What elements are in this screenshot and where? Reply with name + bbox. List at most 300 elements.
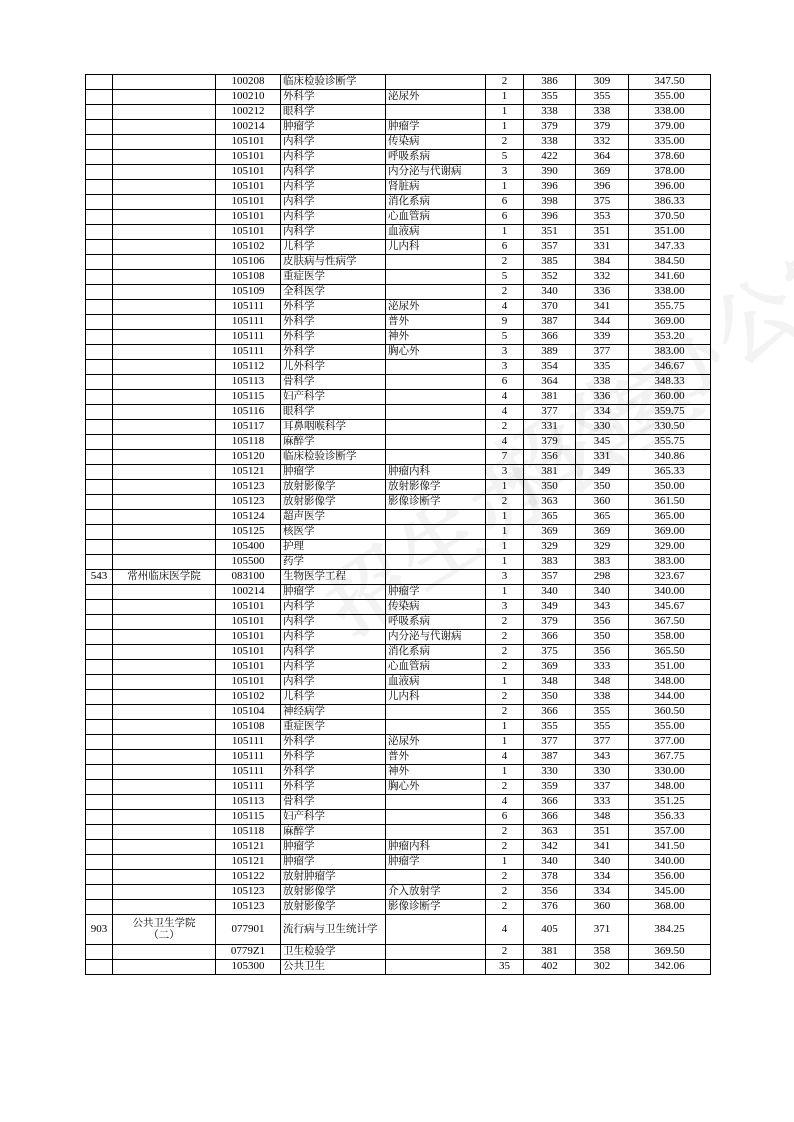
cell-college-code bbox=[86, 900, 113, 915]
cell-direction: 肿瘤内科 bbox=[386, 840, 486, 855]
cell-major-name: 内科学 bbox=[281, 630, 386, 645]
cell-college-code bbox=[86, 180, 113, 195]
cell-direction: 介入放射学 bbox=[386, 885, 486, 900]
cell-lowest-score: 331 bbox=[576, 450, 629, 465]
cell-college-name bbox=[113, 960, 216, 975]
cell-highest-score: 405 bbox=[524, 915, 576, 945]
cell-lowest-score: 345 bbox=[576, 435, 629, 450]
cell-college-name bbox=[113, 420, 216, 435]
cell-major-name: 肿瘤学 bbox=[281, 585, 386, 600]
cell-average-score: 360.50 bbox=[629, 705, 711, 720]
cell-direction bbox=[386, 450, 486, 465]
cell-major-name: 内科学 bbox=[281, 195, 386, 210]
cell-count: 2 bbox=[486, 615, 524, 630]
cell-college-name bbox=[113, 765, 216, 780]
cell-lowest-score: 348 bbox=[576, 675, 629, 690]
cell-major-name: 放射影像学 bbox=[281, 885, 386, 900]
cell-average-score: 370.50 bbox=[629, 210, 711, 225]
cell-lowest-score: 355 bbox=[576, 90, 629, 105]
cell-major-name: 肿瘤学 bbox=[281, 840, 386, 855]
cell-major-name: 外科学 bbox=[281, 330, 386, 345]
cell-average-score: 345.67 bbox=[629, 600, 711, 615]
cell-major-code: 105106 bbox=[216, 255, 281, 270]
table-row bbox=[86, 555, 711, 570]
table-row bbox=[86, 105, 711, 120]
cell-direction: 血液病 bbox=[386, 225, 486, 240]
cell-college-name bbox=[113, 840, 216, 855]
table-row bbox=[86, 900, 711, 915]
cell-lowest-score: 384 bbox=[576, 255, 629, 270]
cell-lowest-score: 339 bbox=[576, 330, 629, 345]
cell-average-score: 335.00 bbox=[629, 135, 711, 150]
cell-average-score: 359.75 bbox=[629, 405, 711, 420]
cell-college-code bbox=[86, 495, 113, 510]
cell-major-name: 重症医学 bbox=[281, 270, 386, 285]
cell-major-code: 077901 bbox=[216, 915, 281, 945]
table-row bbox=[86, 705, 711, 720]
table-row bbox=[86, 810, 711, 825]
cell-lowest-score: 348 bbox=[576, 810, 629, 825]
cell-college-name bbox=[113, 510, 216, 525]
cell-college-code bbox=[86, 555, 113, 570]
cell-direction: 肿瘤学 bbox=[386, 120, 486, 135]
cell-direction bbox=[386, 390, 486, 405]
cell-college-name bbox=[113, 180, 216, 195]
table-row bbox=[86, 855, 711, 870]
cell-major-code: 0779Z1 bbox=[216, 945, 281, 960]
cell-major-code: 105102 bbox=[216, 240, 281, 255]
cell-direction: 泌尿外 bbox=[386, 300, 486, 315]
cell-college-name bbox=[113, 630, 216, 645]
cell-highest-score: 349 bbox=[524, 600, 576, 615]
cell-lowest-score: 350 bbox=[576, 480, 629, 495]
cell-lowest-score: 331 bbox=[576, 240, 629, 255]
cell-major-code: 105108 bbox=[216, 720, 281, 735]
cell-major-name: 卫生检验学 bbox=[281, 945, 386, 960]
table-row bbox=[86, 480, 711, 495]
cell-college-name bbox=[113, 525, 216, 540]
cell-college-name bbox=[113, 480, 216, 495]
cell-college-code bbox=[86, 270, 113, 285]
cell-lowest-score: 355 bbox=[576, 720, 629, 735]
cell-average-score: 383.00 bbox=[629, 555, 711, 570]
cell-count: 2 bbox=[486, 780, 524, 795]
cell-college-code bbox=[86, 165, 113, 180]
cell-college-name bbox=[113, 435, 216, 450]
table-row bbox=[86, 420, 711, 435]
cell-direction: 呼吸系病 bbox=[386, 150, 486, 165]
cell-highest-score: 387 bbox=[524, 750, 576, 765]
cell-average-score: 369.50 bbox=[629, 945, 711, 960]
cell-college-name bbox=[113, 120, 216, 135]
cell-average-score: 369.00 bbox=[629, 525, 711, 540]
cell-count: 35 bbox=[486, 960, 524, 975]
cell-direction: 泌尿外 bbox=[386, 90, 486, 105]
cell-count: 6 bbox=[486, 375, 524, 390]
cell-direction: 消化系病 bbox=[386, 195, 486, 210]
cell-count: 1 bbox=[486, 225, 524, 240]
cell-average-score: 353.20 bbox=[629, 330, 711, 345]
cell-college-code bbox=[86, 885, 113, 900]
table-row bbox=[86, 285, 711, 300]
cell-count: 4 bbox=[486, 795, 524, 810]
cell-college-name bbox=[113, 585, 216, 600]
cell-highest-score: 351 bbox=[524, 225, 576, 240]
cell-major-code: 105118 bbox=[216, 825, 281, 840]
cell-average-score: 384.50 bbox=[629, 255, 711, 270]
cell-direction bbox=[386, 75, 486, 90]
cell-average-score: 379.00 bbox=[629, 120, 711, 135]
cell-college-code bbox=[86, 705, 113, 720]
cell-lowest-score: 330 bbox=[576, 765, 629, 780]
cell-count: 1 bbox=[486, 765, 524, 780]
cell-lowest-score: 338 bbox=[576, 375, 629, 390]
cell-college-name bbox=[113, 90, 216, 105]
cell-major-code: 105123 bbox=[216, 495, 281, 510]
cell-count: 5 bbox=[486, 150, 524, 165]
cell-college-name bbox=[113, 810, 216, 825]
table-row bbox=[86, 630, 711, 645]
cell-average-score: 355.00 bbox=[629, 90, 711, 105]
cell-college-name bbox=[113, 285, 216, 300]
cell-direction bbox=[386, 570, 486, 585]
cell-average-score: 341.50 bbox=[629, 840, 711, 855]
cell-lowest-score: 365 bbox=[576, 510, 629, 525]
cell-major-name: 内科学 bbox=[281, 135, 386, 150]
cell-lowest-score: 330 bbox=[576, 420, 629, 435]
cell-count: 6 bbox=[486, 210, 524, 225]
table-row bbox=[86, 540, 711, 555]
cell-major-code: 105112 bbox=[216, 360, 281, 375]
table-row bbox=[86, 870, 711, 885]
cell-count: 2 bbox=[486, 135, 524, 150]
cell-highest-score: 366 bbox=[524, 630, 576, 645]
cell-direction: 呼吸系病 bbox=[386, 615, 486, 630]
cell-highest-score: 364 bbox=[524, 375, 576, 390]
cell-major-name: 内科学 bbox=[281, 645, 386, 660]
cell-lowest-score: 375 bbox=[576, 195, 629, 210]
cell-highest-score: 387 bbox=[524, 315, 576, 330]
cell-college-name: 常州临床医学院 bbox=[113, 570, 216, 585]
table-row bbox=[86, 570, 711, 585]
cell-major-code: 105111 bbox=[216, 780, 281, 795]
cell-highest-score: 369 bbox=[524, 660, 576, 675]
cell-college-name bbox=[113, 900, 216, 915]
table-row bbox=[86, 915, 711, 945]
cell-lowest-score: 340 bbox=[576, 585, 629, 600]
table-row bbox=[86, 960, 711, 975]
cell-major-name: 内科学 bbox=[281, 225, 386, 240]
cell-average-score: 367.50 bbox=[629, 615, 711, 630]
table-row bbox=[86, 150, 711, 165]
cell-direction bbox=[386, 360, 486, 375]
cell-major-code: 105118 bbox=[216, 435, 281, 450]
cell-college-name bbox=[113, 915, 216, 945]
cell-lowest-score: 360 bbox=[576, 900, 629, 915]
cell-average-score: 369.00 bbox=[629, 315, 711, 330]
college-name-line-2: （二） bbox=[148, 928, 180, 941]
cell-college-code bbox=[86, 315, 113, 330]
cell-lowest-score: 333 bbox=[576, 795, 629, 810]
college-name-line-1: 公共卫生学院 bbox=[132, 916, 196, 929]
cell-average-score: 330.50 bbox=[629, 420, 711, 435]
table-row bbox=[86, 795, 711, 810]
cell-college-name bbox=[113, 300, 216, 315]
cell-direction bbox=[386, 105, 486, 120]
cell-major-code: 105101 bbox=[216, 630, 281, 645]
cell-direction bbox=[386, 435, 486, 450]
cell-average-score: 342.06 bbox=[629, 960, 711, 975]
cell-college-name bbox=[113, 855, 216, 870]
cell-college-name bbox=[113, 660, 216, 675]
cell-major-name: 儿外科学 bbox=[281, 360, 386, 375]
table-row bbox=[86, 390, 711, 405]
cell-college-code bbox=[86, 720, 113, 735]
cell-major-name: 药学 bbox=[281, 555, 386, 570]
cell-college-code bbox=[86, 450, 113, 465]
cell-college-code bbox=[86, 285, 113, 300]
cell-highest-score: 330 bbox=[524, 765, 576, 780]
cell-lowest-score: 371 bbox=[576, 915, 629, 945]
cell-college-name bbox=[113, 690, 216, 705]
cell-average-score: 340.86 bbox=[629, 450, 711, 465]
cell-count: 1 bbox=[486, 120, 524, 135]
cell-average-score: 348.00 bbox=[629, 780, 711, 795]
cell-major-name: 儿科学 bbox=[281, 240, 386, 255]
cell-direction: 普外 bbox=[386, 750, 486, 765]
table-row bbox=[86, 645, 711, 660]
cell-major-code: 105109 bbox=[216, 285, 281, 300]
table-row bbox=[86, 165, 711, 180]
cell-highest-score: 379 bbox=[524, 120, 576, 135]
cell-major-code: 100210 bbox=[216, 90, 281, 105]
cell-college-code bbox=[86, 780, 113, 795]
cell-average-score: 341.60 bbox=[629, 270, 711, 285]
cell-lowest-score: 341 bbox=[576, 840, 629, 855]
cell-lowest-score: 344 bbox=[576, 315, 629, 330]
cell-highest-score: 356 bbox=[524, 450, 576, 465]
cell-highest-score: 376 bbox=[524, 900, 576, 915]
cell-highest-score: 369 bbox=[524, 525, 576, 540]
cell-highest-score: 338 bbox=[524, 135, 576, 150]
cell-count: 4 bbox=[486, 750, 524, 765]
cell-direction: 儿内科 bbox=[386, 690, 486, 705]
cell-lowest-score: 329 bbox=[576, 540, 629, 555]
cell-college-code bbox=[86, 735, 113, 750]
cell-major-name: 重症医学 bbox=[281, 720, 386, 735]
cell-major-code: 105111 bbox=[216, 330, 281, 345]
cell-direction bbox=[386, 810, 486, 825]
cell-highest-score: 366 bbox=[524, 810, 576, 825]
cell-direction: 影像诊断学 bbox=[386, 495, 486, 510]
cell-major-code: 105116 bbox=[216, 405, 281, 420]
admission-statistics-table bbox=[85, 74, 711, 975]
cell-college-name bbox=[113, 315, 216, 330]
cell-major-code: 105400 bbox=[216, 540, 281, 555]
cell-major-code: 105111 bbox=[216, 765, 281, 780]
table-row bbox=[86, 180, 711, 195]
cell-count: 1 bbox=[486, 855, 524, 870]
cell-lowest-score: 360 bbox=[576, 495, 629, 510]
table-row bbox=[86, 450, 711, 465]
cell-count: 1 bbox=[486, 540, 524, 555]
cell-average-score: 368.00 bbox=[629, 900, 711, 915]
cell-major-code: 100214 bbox=[216, 120, 281, 135]
cell-direction: 普外 bbox=[386, 315, 486, 330]
cell-lowest-score: 298 bbox=[576, 570, 629, 585]
cell-college-code bbox=[86, 750, 113, 765]
cell-count: 1 bbox=[486, 105, 524, 120]
cell-highest-score: 375 bbox=[524, 645, 576, 660]
table-row bbox=[86, 270, 711, 285]
cell-highest-score: 359 bbox=[524, 780, 576, 795]
cell-college-code bbox=[86, 375, 113, 390]
cell-count: 2 bbox=[486, 645, 524, 660]
cell-college-name bbox=[113, 240, 216, 255]
cell-count: 2 bbox=[486, 75, 524, 90]
cell-count: 2 bbox=[486, 705, 524, 720]
cell-highest-score: 352 bbox=[524, 270, 576, 285]
cell-count: 2 bbox=[486, 495, 524, 510]
cell-college-code bbox=[86, 255, 113, 270]
cell-lowest-score: 338 bbox=[576, 690, 629, 705]
cell-lowest-score: 349 bbox=[576, 465, 629, 480]
cell-lowest-score: 343 bbox=[576, 750, 629, 765]
cell-direction bbox=[386, 420, 486, 435]
cell-average-score: 386.33 bbox=[629, 195, 711, 210]
cell-major-code: 105121 bbox=[216, 465, 281, 480]
cell-major-name: 耳鼻咽喉科学 bbox=[281, 420, 386, 435]
table-row bbox=[86, 120, 711, 135]
cell-major-name: 眼科学 bbox=[281, 105, 386, 120]
cell-lowest-score: 335 bbox=[576, 360, 629, 375]
cell-college-name bbox=[113, 360, 216, 375]
cell-college-name bbox=[113, 885, 216, 900]
cell-lowest-score: 356 bbox=[576, 615, 629, 630]
cell-major-name: 外科学 bbox=[281, 90, 386, 105]
cell-lowest-score: 334 bbox=[576, 885, 629, 900]
cell-direction bbox=[386, 510, 486, 525]
cell-direction: 神外 bbox=[386, 765, 486, 780]
cell-average-score: 351.25 bbox=[629, 795, 711, 810]
cell-college-code bbox=[86, 810, 113, 825]
cell-college-code bbox=[86, 945, 113, 960]
cell-count: 3 bbox=[486, 570, 524, 585]
cell-college-code bbox=[86, 330, 113, 345]
cell-count: 2 bbox=[486, 630, 524, 645]
cell-college-code bbox=[86, 510, 113, 525]
cell-college-code bbox=[86, 225, 113, 240]
cell-direction bbox=[386, 720, 486, 735]
cell-college-code bbox=[86, 390, 113, 405]
cell-major-code: 105101 bbox=[216, 165, 281, 180]
cell-college-code bbox=[86, 870, 113, 885]
table-row bbox=[86, 405, 711, 420]
cell-lowest-score: 332 bbox=[576, 270, 629, 285]
cell-college-name bbox=[113, 105, 216, 120]
cell-highest-score: 340 bbox=[524, 585, 576, 600]
table-row bbox=[86, 195, 711, 210]
cell-major-name: 外科学 bbox=[281, 315, 386, 330]
cell-average-score: 351.00 bbox=[629, 225, 711, 240]
cell-college-code bbox=[86, 795, 113, 810]
cell-highest-score: 383 bbox=[524, 555, 576, 570]
cell-college-name bbox=[113, 270, 216, 285]
table-row bbox=[86, 750, 711, 765]
cell-college-code bbox=[86, 645, 113, 660]
cell-average-score: 350.00 bbox=[629, 480, 711, 495]
cell-college-code bbox=[86, 345, 113, 360]
cell-college-code bbox=[86, 675, 113, 690]
cell-count: 2 bbox=[486, 285, 524, 300]
cell-count: 4 bbox=[486, 390, 524, 405]
cell-highest-score: 355 bbox=[524, 720, 576, 735]
cell-major-name: 内科学 bbox=[281, 675, 386, 690]
cell-major-name: 生物医学工程 bbox=[281, 570, 386, 585]
cell-college-name bbox=[113, 330, 216, 345]
cell-major-code: 105123 bbox=[216, 885, 281, 900]
cell-major-code: 100212 bbox=[216, 105, 281, 120]
cell-average-score: 357.00 bbox=[629, 825, 711, 840]
cell-college-code bbox=[86, 435, 113, 450]
cell-college-name bbox=[113, 615, 216, 630]
cell-count: 1 bbox=[486, 585, 524, 600]
cell-count: 1 bbox=[486, 480, 524, 495]
table-row bbox=[86, 240, 711, 255]
cell-major-name: 放射影像学 bbox=[281, 480, 386, 495]
cell-major-code: 105101 bbox=[216, 150, 281, 165]
cell-average-score: 347.50 bbox=[629, 75, 711, 90]
cell-count: 5 bbox=[486, 330, 524, 345]
cell-major-code: 105111 bbox=[216, 345, 281, 360]
cell-direction: 胸心外 bbox=[386, 780, 486, 795]
cell-highest-score: 366 bbox=[524, 330, 576, 345]
cell-major-code: 105101 bbox=[216, 615, 281, 630]
cell-direction bbox=[386, 960, 486, 975]
cell-lowest-score: 355 bbox=[576, 705, 629, 720]
cell-major-name: 内科学 bbox=[281, 180, 386, 195]
cell-highest-score: 331 bbox=[524, 420, 576, 435]
cell-highest-score: 348 bbox=[524, 675, 576, 690]
cell-lowest-score: 343 bbox=[576, 600, 629, 615]
cell-lowest-score: 336 bbox=[576, 390, 629, 405]
cell-direction: 消化系病 bbox=[386, 645, 486, 660]
cell-major-name: 肿瘤学 bbox=[281, 120, 386, 135]
table-row bbox=[86, 210, 711, 225]
cell-college-code bbox=[86, 405, 113, 420]
cell-major-name: 神经病学 bbox=[281, 705, 386, 720]
cell-college-code bbox=[86, 300, 113, 315]
cell-direction bbox=[386, 270, 486, 285]
cell-college-code bbox=[86, 120, 113, 135]
cell-college-name bbox=[113, 135, 216, 150]
cell-major-name: 眼科学 bbox=[281, 405, 386, 420]
table-row bbox=[86, 585, 711, 600]
cell-college-name bbox=[113, 375, 216, 390]
cell-count: 4 bbox=[486, 300, 524, 315]
cell-count: 2 bbox=[486, 945, 524, 960]
cell-major-code: 105111 bbox=[216, 315, 281, 330]
cell-average-score: 347.33 bbox=[629, 240, 711, 255]
cell-highest-score: 357 bbox=[524, 570, 576, 585]
cell-college-name bbox=[113, 720, 216, 735]
cell-college-code bbox=[86, 855, 113, 870]
cell-major-code: 105115 bbox=[216, 390, 281, 405]
cell-count: 1 bbox=[486, 555, 524, 570]
cell-college-name bbox=[113, 150, 216, 165]
cell-direction bbox=[386, 285, 486, 300]
cell-highest-score: 381 bbox=[524, 945, 576, 960]
